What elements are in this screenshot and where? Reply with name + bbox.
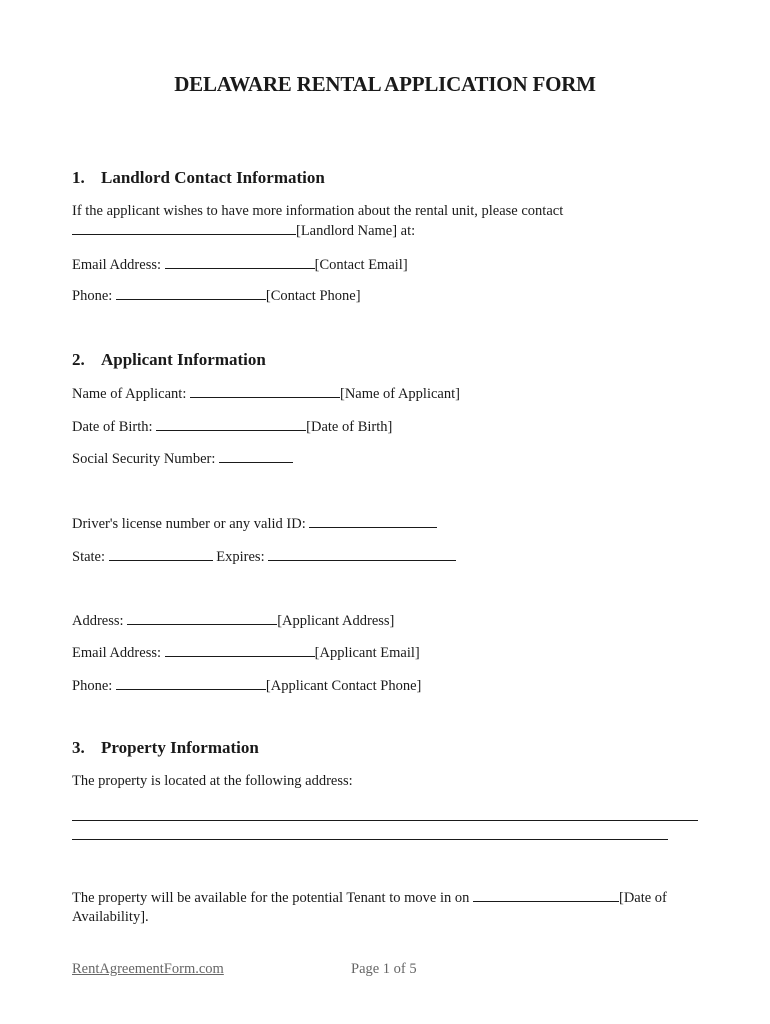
applicant-expires-field[interactable]: [268, 548, 456, 561]
document-title: DELAWARE RENTAL APPLICATION FORM: [174, 72, 596, 96]
applicant-phone-label: Phone:: [72, 678, 113, 694]
applicant-license-line: [72, 515, 437, 533]
property-availability-placeholder: [Date of: [618, 890, 667, 906]
applicant-phone-field[interactable]: [116, 677, 266, 690]
applicant-email-placeholder: [Applicant Email]: [314, 645, 420, 661]
applicant-email-line: [72, 644, 420, 662]
section-number: 1.: [72, 168, 85, 187]
section-heading-applicant: [72, 350, 266, 370]
section-title: Applicant Information: [101, 350, 266, 369]
property-intro-text: The property is located at the following address:: [72, 773, 353, 789]
applicant-address-placeholder: [Applicant Address]: [277, 613, 395, 629]
applicant-state-field[interactable]: [109, 548, 213, 561]
applicant-ssn-label: Social Security Number:: [72, 451, 216, 467]
applicant-name-line: [72, 385, 460, 403]
section-number: 2.: [72, 350, 85, 369]
applicant-state-label: State:: [72, 549, 106, 565]
applicant-phone-line: [72, 677, 421, 695]
applicant-ssn-field[interactable]: [219, 450, 293, 463]
landlord-name-field[interactable]: [72, 222, 296, 235]
section-number: 3.: [72, 738, 85, 757]
applicant-license-label: Driver's license number or any valid ID:: [72, 516, 306, 532]
landlord-name-placeholder: [Landlord Name] at:: [296, 223, 416, 239]
landlord-phone-field[interactable]: [116, 287, 266, 300]
applicant-dob-line: [72, 418, 392, 436]
section-heading-property: [72, 738, 259, 758]
applicant-email-label: Email Address:: [72, 645, 162, 661]
applicant-name-field[interactable]: [190, 385, 340, 398]
applicant-name-label: Name of Applicant:: [72, 386, 187, 402]
landlord-email-placeholder: [Contact Email]: [314, 257, 408, 273]
landlord-name-line: [72, 222, 415, 240]
applicant-address-line: [72, 612, 394, 630]
landlord-phone-line: [72, 287, 361, 305]
applicant-dob-field[interactable]: [156, 418, 306, 431]
applicant-address-label: Address:: [72, 613, 124, 629]
applicant-name-placeholder: [Name of Applicant]: [339, 386, 460, 402]
section-heading-landlord: [72, 168, 325, 188]
landlord-email-field[interactable]: [165, 256, 315, 269]
applicant-expires-label: Expires:: [216, 549, 265, 565]
property-availability-continuation: Availability].: [72, 909, 149, 925]
landlord-phone-label: Phone:: [72, 288, 113, 304]
applicant-phone-placeholder: [Applicant Contact Phone]: [265, 678, 422, 694]
applicant-dob-placeholder: [Date of Birth]: [306, 419, 393, 435]
property-availability-line: [72, 889, 667, 907]
applicant-email-field[interactable]: [165, 644, 315, 657]
landlord-email-label: Email Address:: [72, 257, 162, 273]
footer-site-link[interactable]: RentAgreementForm.com: [72, 961, 224, 977]
applicant-ssn-line: [72, 450, 293, 468]
applicant-dob-label: Date of Birth:: [72, 419, 153, 435]
footer-page-indicator: Page 1 of 5: [351, 961, 417, 977]
section-title: Property Information: [101, 738, 259, 757]
property-address-field-line-2[interactable]: [72, 839, 668, 840]
landlord-phone-placeholder: [Contact Phone]: [265, 288, 361, 304]
property-availability-field[interactable]: [473, 889, 619, 902]
applicant-state-expires-line: [72, 548, 456, 566]
applicant-address-field[interactable]: [127, 612, 277, 625]
property-availability-text: The property will be available for the potential Tenant to move in on: [72, 890, 470, 906]
applicant-license-field[interactable]: [309, 515, 437, 528]
section-title: Landlord Contact Information: [101, 168, 325, 187]
property-address-field-line-1[interactable]: [72, 820, 698, 821]
landlord-intro-text: If the applicant wishes to have more information about the rental unit, please contact: [72, 203, 564, 219]
landlord-email-line: [72, 256, 408, 274]
